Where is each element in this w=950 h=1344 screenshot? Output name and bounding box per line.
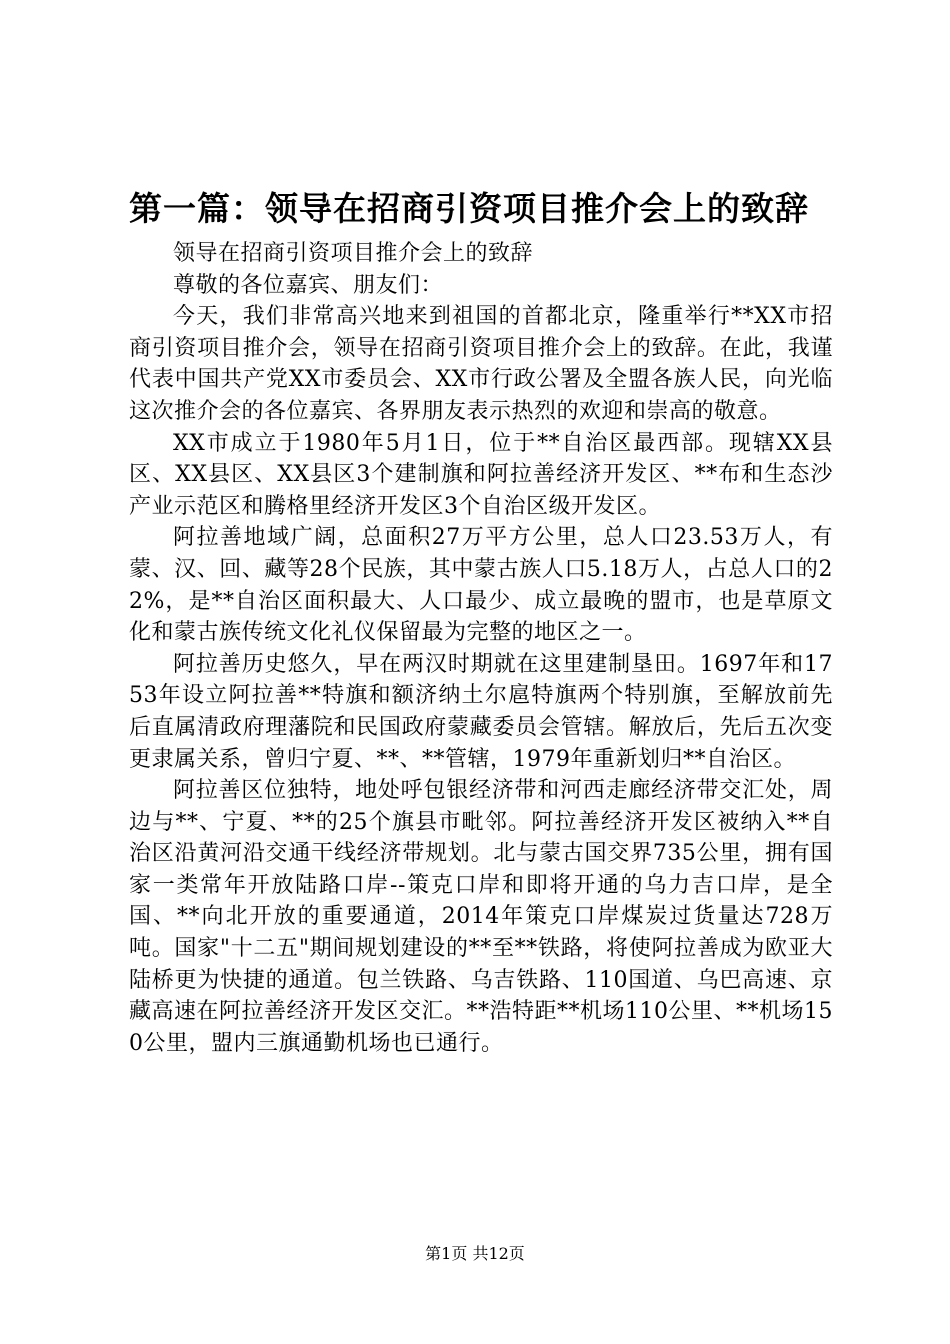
paragraph-city-overview: XX市成立于1980年5月1日，位于**自治区最西部。现辖XX县区、XX县区、XX县区3个建制旗和阿拉善经济开发区、**布和生态沙产业示范区和腾格里经济开发区3个自治区级开发区。 — [129, 430, 833, 519]
document-title: 第一篇：领导在招商引资项目推介会上的致辞 — [129, 189, 809, 228]
page-number-footer: 第1页 共12页 — [425, 1244, 525, 1263]
paragraph-salutation: 尊敬的各位嘉宾、朋友们： — [173, 272, 444, 298]
paragraph-history: 阿拉善历史悠久，早在两汉时期就在这里建制垦田。1697年和1753年设立阿拉善**特旗和额济纳土尔扈特旗两个特别旗，至解放前先后直属清政府理藩院和民国政府蒙藏委员会管辖。解放后，先后五次变更隶属关系，曾归宁夏、**、**管辖，1979年重新划归**自治区。 — [129, 651, 833, 772]
paragraph-subtitle: 领导在招商引资项目推介会上的致辞 — [173, 241, 534, 266]
paragraph-welcome: 今天，我们非常高兴地来到祖国的首都北京，隆重举行**XX市招商引资项目推介会，领导在招商引资项目推介会上的致辞。在此，我谨代表中国共产党XX市委员会、XX市行政公署及全盟各族人民，向光临这次推介会的各位嘉宾、各界朋友表示热烈的欢迎和崇高的敬意。 — [129, 304, 833, 424]
paragraph-geography-population: 阿拉善地域广阔，总面积27万平方公里，总人口23.53万人，有蒙、汉、回、藏等28个民族，其中蒙古族人口5.18万人，占总人口的22%，是**自治区面积最大、人口最少、成立最晚的盟市，也是草原文化和蒙古族传统文化礼仪保留最为完整的地区之一。 — [129, 525, 833, 646]
document-body — [129, 238, 833, 1059]
paragraph-location-transport: 阿拉善区位独特，地处呼包银经济带和河西走廊经济带交汇处，周边与**、宁夏、**的25个旗县市毗邻。阿拉善经济开发区被纳入**自治区沿黄河沿交通干线经济带规划。北与蒙古国交界735公里，拥有国家一类常年开放陆路口岸--策克口岸和即将开通的乌力吉口岸，是全国、**向北开放的重要通道，2014年策克口岸煤炭过货量达728万吨。国家"十二五"期间规划建设的**至**铁路，将使阿拉善成为欧亚大陆桥更为快捷的通道。包兰铁路、乌吉铁路、110国道、乌巴高速、京藏高速在阿拉善经济开发区交汇。**浩特距**机场110公里、**机场150公里，盟内三旗通勤机场也已通行。 — [129, 778, 833, 1056]
